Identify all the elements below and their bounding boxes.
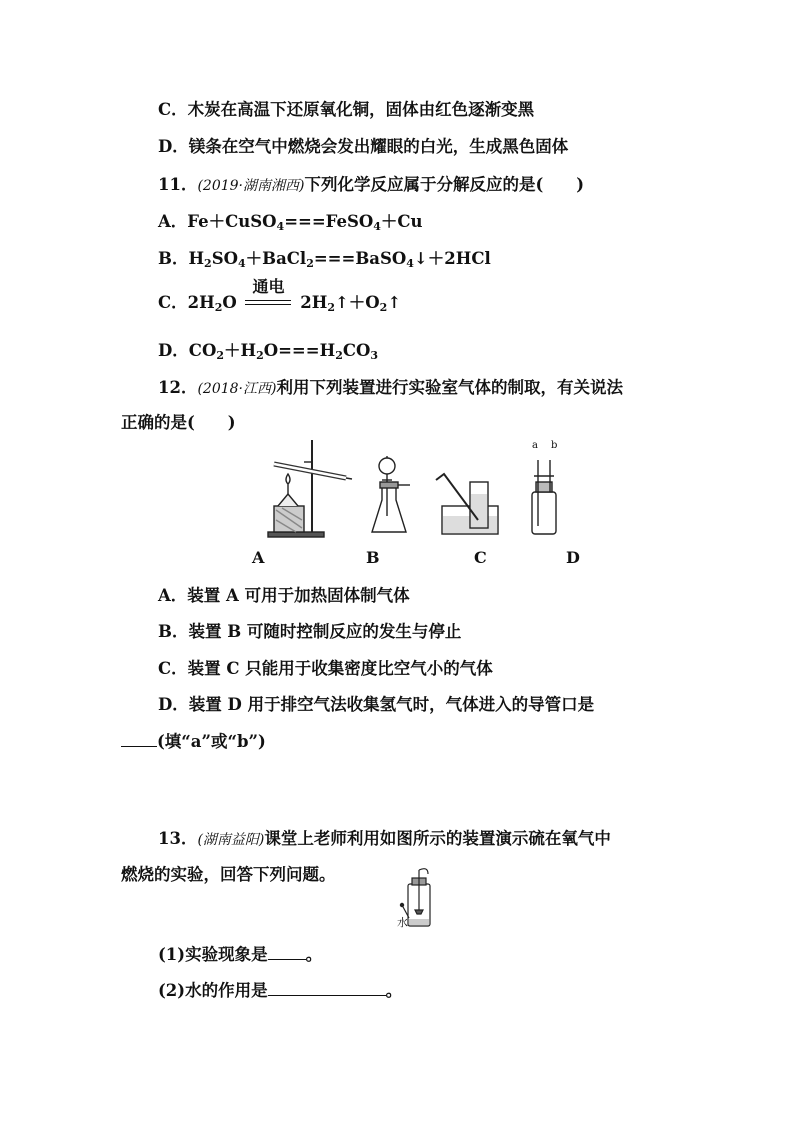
fig-label-d: D <box>566 548 580 567</box>
q12-option-c: C．装置 C 只能用于收集密度比空气小的气体 <box>158 659 493 678</box>
fig-label-ab-a: a <box>532 440 538 451</box>
q12-option-d: D．装置 D 用于排空气法收集氢气时，气体进入的导管口是 <box>158 695 595 714</box>
q12-stem-line1: 12．(2018·江西)利用下列装置进行实验室气体的制取，有关说法 <box>158 378 623 397</box>
q13-number: 13． <box>158 829 198 848</box>
fig-label-c: C <box>474 548 487 567</box>
option-c-prev: C．木炭在高温下还原氧化铜，固体由红色逐渐变黑 <box>158 100 535 119</box>
answer-blank-1[interactable] <box>268 945 306 960</box>
apparatus-figure <box>260 436 570 540</box>
q11-source-tag: (2019·湖南湘西) <box>197 178 305 194</box>
q11-option-b: B．$H_2SO_4+BaCl_2===BaSO_4↓+2HCl$ <box>158 249 491 270</box>
fig-label-b: B <box>366 548 380 567</box>
answer-blank-2[interactable] <box>268 981 386 996</box>
q11-option-a: A．Fe＋CuSO$_4$===FeSO$_4$＋Cu <box>158 212 423 233</box>
q12-option-b: B．装置 B 可随时控制反应的发生与停止 <box>158 622 462 641</box>
q11-number: 11． <box>158 175 198 194</box>
option-d-prev: D．镁条在空气中燃烧会发出耀眼的白光，生成黑色固体 <box>158 137 569 156</box>
apparatus-c <box>436 474 498 534</box>
q11-option-c: C．$2H_2O$ 通电 $2H_2↑+O_2↑$ <box>158 277 402 314</box>
q12-option-d-cont: (填“a”或“b”) <box>121 728 266 752</box>
q11-option-d: D．$CO_2+H_2O===H_2CO_3$ <box>158 341 379 362</box>
fig-label-a: A <box>252 548 265 567</box>
apparatus-d <box>532 460 556 534</box>
q13-source-tag: (湖南益阳) <box>197 832 265 848</box>
q12-source-tag: (2018·江西) <box>197 381 277 397</box>
apparatus-a <box>268 440 352 537</box>
fig-label-water: 水 <box>397 916 408 929</box>
q13-sub2: (2)水的作用是 。 <box>158 981 403 1000</box>
apparatus-b <box>372 456 410 532</box>
fig-label-ab-b: b <box>551 440 558 451</box>
q12-stem-line2: 正确的是( ) <box>121 413 236 432</box>
answer-blank[interactable] <box>121 732 157 747</box>
q11-stem <box>158 171 584 195</box>
reaction-condition: 通电 <box>242 293 294 312</box>
q13-stem-line1: 13．(湖南益阳)课堂上老师利用如图所示的装置演示硫在氧气中 <box>158 829 611 848</box>
q13-stem-line2: 燃烧的实验，回答下列问题。 <box>121 865 336 884</box>
q13-sub1: (1)实验现象是 。 <box>158 945 323 964</box>
q12-option-a: A．装置 A 可用于加热固体制气体 <box>158 586 410 605</box>
q11-text: 下列化学反应属于分解反应的是( ) <box>304 175 585 194</box>
q12-number: 12． <box>158 378 198 397</box>
